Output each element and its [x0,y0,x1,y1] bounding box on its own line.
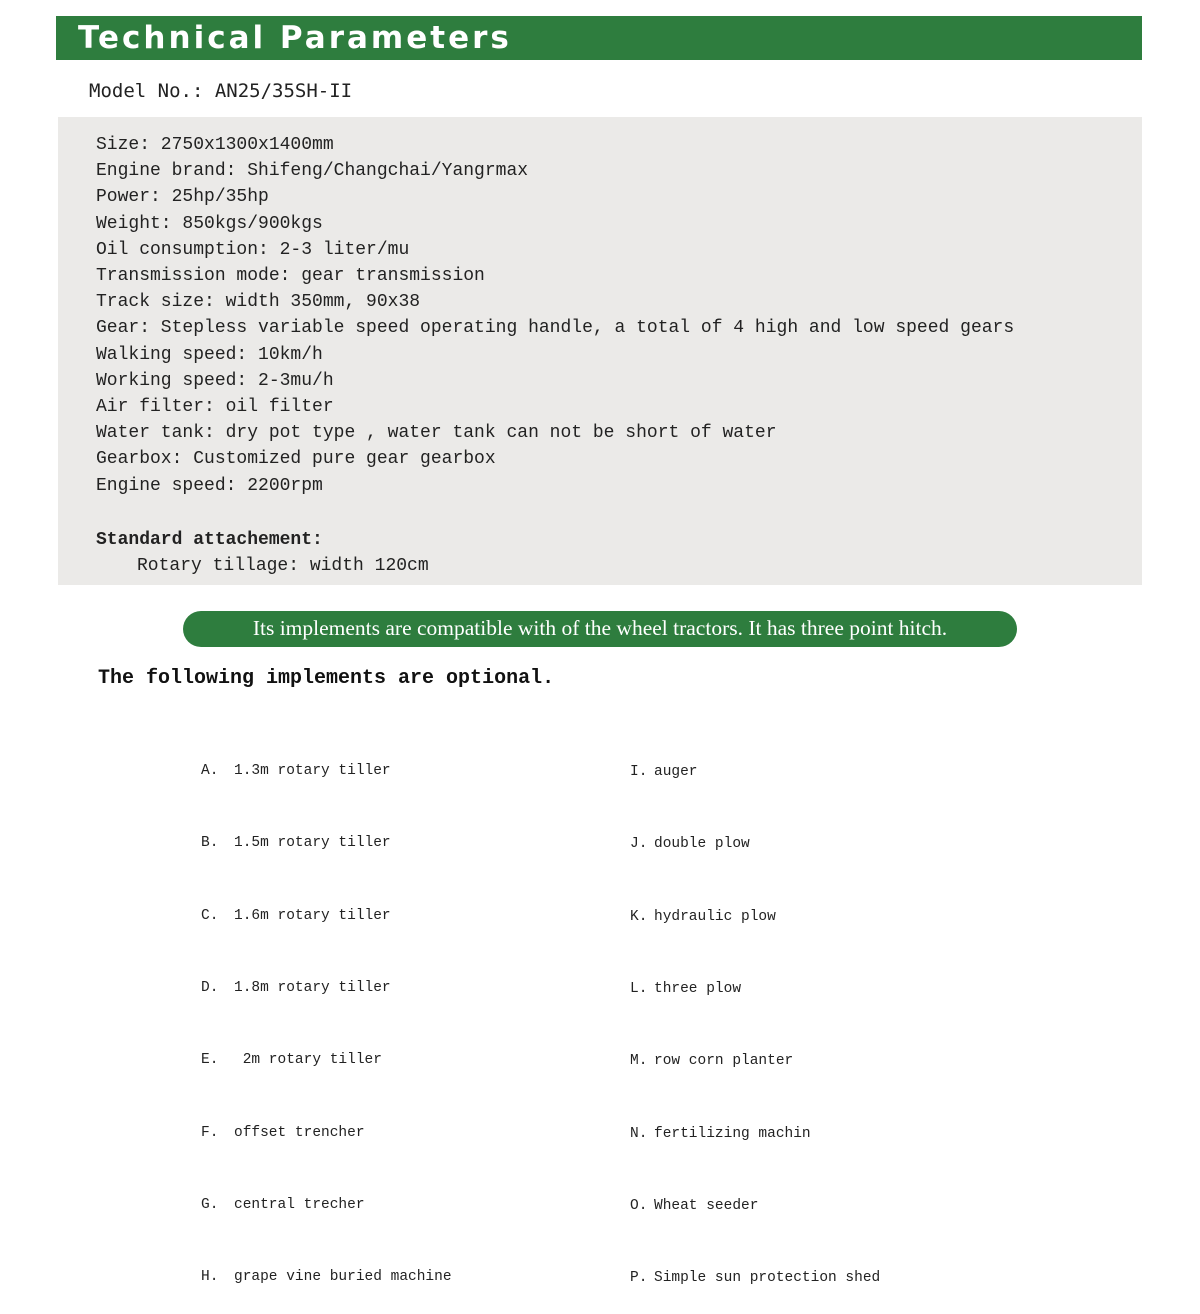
item-name: 2m rotary tiller [234,1052,382,1069]
item-name: offset trencher [234,1124,365,1141]
spec-gearbox: Gearbox: Customized pure gear gearbox [96,449,496,470]
item-name: 1.5m rotary tiller [234,835,391,852]
model-number: Model No.: AN25/35SH-II [89,80,353,102]
item-name: 1.8m rotary tiller [234,980,391,997]
item-name: auger [654,764,698,781]
item-name: double plow [654,836,750,853]
list-item [630,977,880,1001]
list-item [630,760,880,784]
item-letter: G. [201,1196,219,1213]
item-name: three plow [654,981,742,998]
header-bar [56,16,1142,60]
list-item [201,1048,452,1072]
spec-list [96,132,1014,499]
item-letter: E. [201,1052,219,1069]
item-letter: C. [201,907,219,924]
item-letter: N. [630,1125,648,1142]
spec-engine-brand: Engine brand: Shifeng/Changchai/Yangrmax [96,161,529,182]
item-letter: F. [201,1124,219,1141]
item-letter: L. [630,981,648,998]
list-item [630,1049,880,1073]
specs-panel [58,117,1142,585]
list-item [630,1266,880,1290]
item-name: Wheat seeder [654,1197,759,1214]
list-item [201,904,452,928]
spec-air-filter: Air filter: oil filter [96,397,334,418]
item-letter: A. [201,763,219,780]
page-title: Technical Parameters [78,20,512,56]
item-letter: P. [630,1270,648,1287]
list-item [201,1265,452,1289]
item-letter: M. [630,1053,648,1070]
item-name: central trecher [234,1196,365,1213]
item-letter: K. [630,908,648,925]
spec-walking-speed: Walking speed: 10km/h [96,344,323,365]
list-item [201,1193,452,1217]
list-item [201,759,452,783]
item-name: row corn planter [654,1053,794,1070]
list-item [630,1194,880,1218]
standard-attachment-title: Standard attachement: [96,530,323,550]
item-name: grape vine buried machine [234,1269,452,1286]
list-item [201,1121,452,1145]
item-letter: J. [630,836,648,853]
item-name: 1.3m rotary tiller [234,763,391,780]
spec-gear: Gear: Stepless variable speed operating handle, a total of 4 high and low speed gears [96,318,1015,339]
implements-list-right [630,712,880,1314]
item-name: fertilizing machin [654,1125,811,1142]
optional-implements-heading: The following implements are optional. [98,667,555,690]
spec-size: Size: 2750x1300x1400mm [96,135,334,155]
item-name: hydraulic plow [654,908,776,925]
spec-engine-speed: Engine speed: 2200rpm [96,475,323,496]
item-name: 1.6m rotary tiller [234,907,391,924]
list-item [201,831,452,855]
compatibility-banner [183,611,1017,647]
spec-transmission: Transmission mode: gear transmission [96,266,485,287]
item-letter: I. [630,764,648,781]
item-letter: D. [201,980,219,997]
spec-working-speed: Working speed: 2-3mu/h [96,370,334,391]
spec-oil-consumption: Oil consumption: 2-3 liter/mu [96,239,410,260]
spec-water-tank: Water tank: dry pot type , water tank can not be short of water [96,423,777,444]
spec-track-size: Track size: width 350mm, 90x38 [96,292,421,313]
compatibility-text: Its implements are compatible with of the wheel tractors. It has three point hitch. [252,616,948,640]
standard-attachment-item: Rotary tillage: width 120cm [137,556,429,576]
list-item [630,1122,880,1146]
list-item [630,905,880,929]
item-letter: O. [630,1197,648,1214]
spec-power: Power: 25hp/35hp [96,187,269,208]
spec-weight: Weight: 850kgs/900kgs [96,213,323,234]
list-item [201,976,452,1000]
implements-list-left [201,711,452,1313]
item-letter: H. [201,1269,219,1286]
item-name: Simple sun protection shed [654,1270,881,1287]
list-item [630,832,880,856]
item-letter: B. [201,835,219,852]
